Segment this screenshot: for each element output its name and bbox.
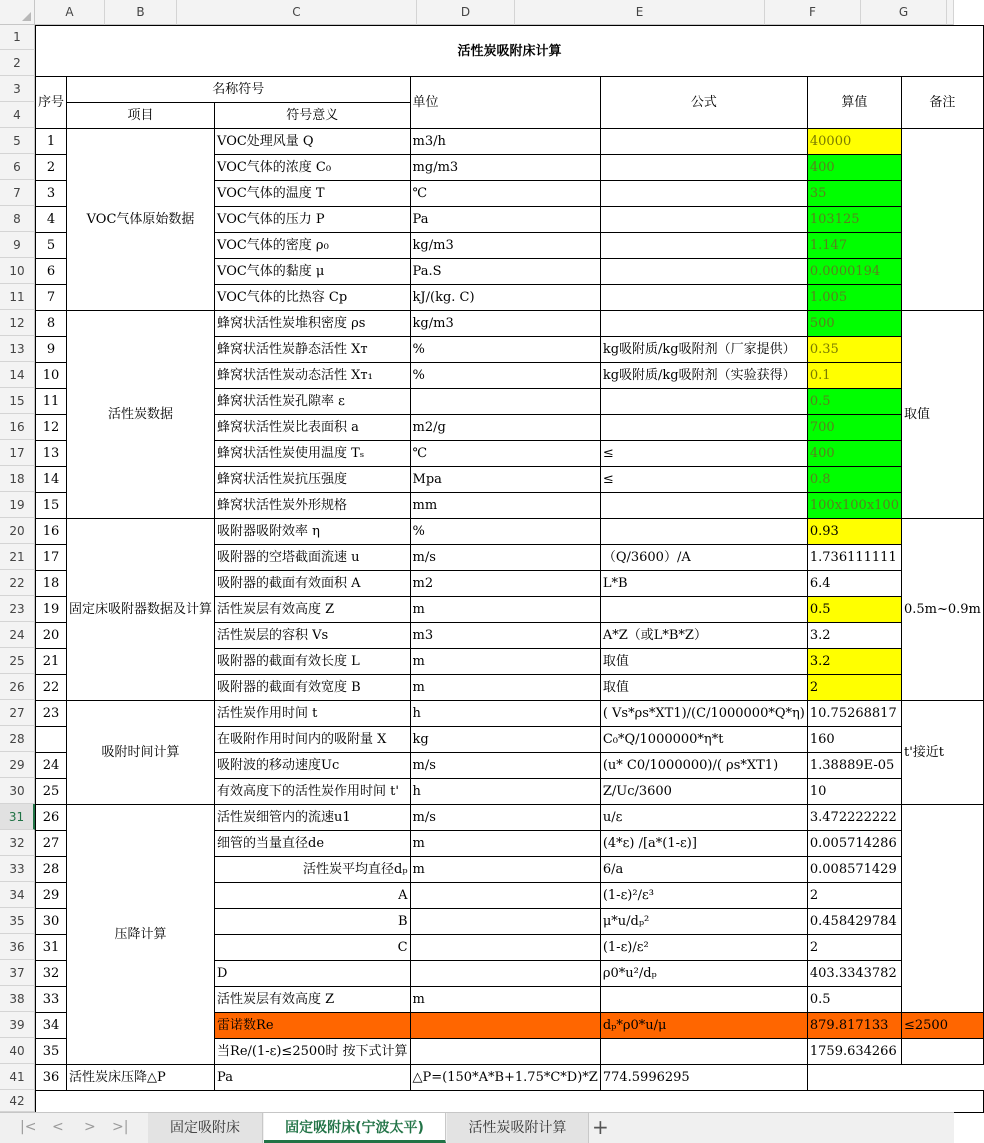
formula-cell-22[interactable]: L*B [600, 571, 807, 597]
row-header-27[interactable]: 27 [0, 700, 35, 726]
formula-cell-32[interactable]: (4*ε) /[a*(1-ε)] [600, 831, 807, 857]
column-header-b[interactable]: B [105, 0, 177, 25]
unit-cell-19[interactable]: mm [410, 493, 600, 519]
unit-cell-5[interactable]: m3/h [410, 129, 600, 155]
group-pressure[interactable]: 压降计算 [67, 805, 215, 1065]
value-cell-36[interactable]: 2 [807, 935, 901, 961]
meaning-cell-24[interactable]: 活性炭层的容积 Vs [215, 623, 411, 649]
unit-cell-38[interactable]: m [410, 987, 600, 1013]
tab-carbon-calc[interactable]: 活性炭吸附计算 [447, 1113, 589, 1143]
row-header-37[interactable]: 37 [0, 960, 35, 986]
row-header-6[interactable]: 6 [0, 154, 35, 180]
seq-cell-17[interactable]: 13 [36, 441, 67, 467]
unit-cell-17[interactable]: ℃ [410, 441, 600, 467]
next-sheet-icon[interactable]: > [84, 1119, 96, 1135]
unit-cell-30[interactable]: h [410, 779, 600, 805]
formula-cell-41[interactable]: △P=(150*A*B+1.75*C*D)*Z [410, 1065, 600, 1091]
seq-cell-32[interactable]: 27 [36, 831, 67, 857]
seq-cell-35[interactable]: 30 [36, 909, 67, 935]
meaning-cell-34[interactable]: A [215, 883, 411, 909]
seq-cell-15[interactable]: 11 [36, 389, 67, 415]
seq-cell-20[interactable]: 16 [36, 519, 67, 545]
meaning-cell-5[interactable]: VOC处理风量 Q [215, 129, 411, 155]
formula-cell-8[interactable] [600, 207, 807, 233]
value-cell-26[interactable]: 2 [807, 675, 901, 701]
sheet-title[interactable]: 活性炭吸附床计算 [36, 26, 984, 77]
row-header-16[interactable]: 16 [0, 414, 35, 440]
row-42-blank[interactable] [36, 1091, 984, 1113]
value-cell-29[interactable]: 1.38889E-05 [807, 753, 901, 779]
unit-cell-14[interactable]: % [410, 363, 600, 389]
unit-cell-8[interactable]: Pa [410, 207, 600, 233]
row-header-33[interactable]: 33 [0, 856, 35, 882]
formula-cell-14[interactable]: kg吸附质/kg吸附剂（实验获得） [600, 363, 807, 389]
meaning-cell-41[interactable]: 活性炭床压降△P [67, 1065, 215, 1091]
unit-cell-37[interactable] [410, 961, 600, 987]
meaning-cell-38[interactable]: 活性炭层有效高度 Z [215, 987, 411, 1013]
formula-cell-30[interactable]: Z/Uc/3600 [600, 779, 807, 805]
value-cell-39[interactable]: 879.817133 [807, 1013, 901, 1039]
seq-cell-18[interactable]: 14 [36, 467, 67, 493]
value-cell-38[interactable]: 0.5 [807, 987, 901, 1013]
seq-cell-34[interactable]: 29 [36, 883, 67, 909]
row-header-38[interactable]: 38 [0, 986, 35, 1012]
seq-cell-29[interactable]: 24 [36, 753, 67, 779]
remark-bed[interactable]: 0.5m~0.9m [901, 519, 983, 701]
row-27 [36, 701, 984, 727]
unit-cell-20[interactable]: % [410, 519, 600, 545]
formula-cell-24[interactable]: A*Z（或L*B*Z） [600, 623, 807, 649]
seq-cell-21[interactable]: 17 [36, 545, 67, 571]
unit-cell-40[interactable] [410, 1039, 600, 1065]
header-value[interactable]: 算值 [807, 77, 901, 129]
meaning-cell-39[interactable]: 雷诺数Re [215, 1013, 411, 1039]
meaning-cell-15[interactable]: 蜂窝状活性炭孔隙率 ε [215, 389, 411, 415]
row-header-26[interactable]: 26 [0, 674, 35, 700]
value-cell-40[interactable]: 1759.634266 [807, 1039, 901, 1065]
formula-cell-37[interactable]: ρ0*u²/dₚ [600, 961, 807, 987]
value-cell-15[interactable]: 0.5 [807, 389, 901, 415]
value-cell-8[interactable]: 103125 [807, 207, 901, 233]
group-carbon[interactable]: 活性炭数据 [67, 311, 215, 519]
header-item[interactable]: 项目 [67, 103, 215, 129]
row-header-2[interactable]: 2 [0, 50, 35, 76]
column-header-f[interactable]: F [765, 0, 861, 25]
formula-cell-23[interactable] [600, 597, 807, 623]
seq-cell-36[interactable]: 31 [36, 935, 67, 961]
value-cell-5[interactable]: 40000 [807, 129, 901, 155]
header-remark[interactable]: 备注 [901, 77, 983, 129]
row-header-42[interactable]: 42 [0, 1090, 35, 1112]
header-formula[interactable]: 公式 [600, 77, 807, 129]
formula-cell-35[interactable]: μ*u/dₚ² [600, 909, 807, 935]
value-cell-17[interactable]: 400 [807, 441, 901, 467]
seq-cell-40[interactable]: 35 [36, 1039, 67, 1065]
unit-cell-23[interactable]: m [410, 597, 600, 623]
row-1 [36, 26, 984, 51]
seq-cell-41[interactable]: 36 [36, 1065, 67, 1091]
unit-cell-9[interactable]: kg/m3 [410, 233, 600, 259]
remark-cell-39[interactable]: ≤2500 [901, 1013, 983, 1039]
row-header-1[interactable]: 1 [0, 25, 35, 50]
unit-cell-41[interactable]: Pa [215, 1065, 411, 1091]
row-header-3[interactable]: 3 [0, 76, 35, 102]
remark-voc[interactable] [901, 129, 983, 311]
row-header-13[interactable]: 13 [0, 336, 35, 362]
meaning-cell-26[interactable]: 吸附器的截面有效宽度 B [215, 675, 411, 701]
formula-cell-11[interactable] [600, 285, 807, 311]
column-header-d[interactable]: D [417, 0, 515, 25]
row-header-14[interactable]: 14 [0, 362, 35, 388]
remark-time[interactable]: t'接近t [901, 701, 983, 805]
unit-cell-31[interactable]: m/s [410, 805, 600, 831]
meaning-cell-16[interactable]: 蜂窝状活性炭比表面积 a [215, 415, 411, 441]
header-unit[interactable]: 单位 [410, 77, 600, 129]
value-cell-27[interactable]: 10.75268817 [807, 701, 901, 727]
formula-cell-36[interactable]: (1-ε)/ε² [600, 935, 807, 961]
row-header-5[interactable]: 5 [0, 128, 35, 154]
meaning-cell-10[interactable]: VOC气体的黏度 μ [215, 259, 411, 285]
meaning-cell-29[interactable]: 吸附波的移动速度Uc [215, 753, 411, 779]
formula-cell-21[interactable]: （Q/3600）/A [600, 545, 807, 571]
row-header-4[interactable]: 4 [0, 102, 35, 128]
sheet-tab-bar [0, 1112, 954, 1143]
seq-cell-38[interactable]: 33 [36, 987, 67, 1013]
value-cell-13[interactable]: 0.35 [807, 337, 901, 363]
value-cell-19[interactable]: 100x100x100 [807, 493, 901, 519]
row-5 [36, 129, 984, 155]
value-cell-30[interactable]: 10 [807, 779, 901, 805]
row-header-20[interactable]: 20 [0, 518, 35, 544]
value-cell-22[interactable]: 6.4 [807, 571, 901, 597]
unit-cell-29[interactable]: m/s [410, 753, 600, 779]
remark-carbon[interactable]: 取值 [901, 311, 983, 519]
formula-cell-26[interactable]: 取值 [600, 675, 807, 701]
unit-cell-15[interactable] [410, 389, 600, 415]
seq-cell-39[interactable]: 34 [36, 1013, 67, 1039]
seq-cell-11[interactable]: 7 [36, 285, 67, 311]
value-cell-31[interactable]: 3.472222222 [807, 805, 901, 831]
formula-cell-33[interactable]: 6/a [600, 857, 807, 883]
tab-fixed-bed[interactable]: 固定吸附床 [148, 1113, 263, 1143]
unit-cell-11[interactable]: kJ/(kg. C) [410, 285, 600, 311]
row-header-22[interactable]: 22 [0, 570, 35, 596]
row-header-40[interactable]: 40 [0, 1038, 35, 1064]
row-41 [36, 1065, 984, 1091]
unit-cell-7[interactable]: ℃ [410, 181, 600, 207]
remark-cell-40[interactable] [901, 1039, 983, 1065]
meaning-cell-27[interactable]: 活性炭作用时间 t [215, 701, 411, 727]
meaning-cell-40[interactable]: 当Re/(1-ε)≤2500时 按下式计算 [215, 1039, 411, 1065]
seq-cell-8[interactable]: 4 [36, 207, 67, 233]
seq-cell-16[interactable]: 12 [36, 415, 67, 441]
seq-cell-7[interactable]: 3 [36, 181, 67, 207]
meaning-cell-22[interactable]: 吸附器的截面有效面积 A [215, 571, 411, 597]
meaning-cell-36[interactable]: C [215, 935, 411, 961]
row-20 [36, 519, 984, 545]
formula-cell-28[interactable]: C₀*Q/1000000*η*t [600, 727, 807, 753]
seq-cell-14[interactable]: 10 [36, 363, 67, 389]
meaning-cell-7[interactable]: VOC气体的温度 T [215, 181, 411, 207]
group-voc[interactable]: VOC气体原始数据 [67, 129, 215, 311]
formula-cell-17[interactable]: ≤ [600, 441, 807, 467]
formula-cell-39[interactable]: dₚ*ρ0*u/μ [600, 1013, 807, 1039]
formula-cell-20[interactable] [600, 519, 807, 545]
value-cell-28[interactable]: 160 [807, 727, 901, 753]
column-header-a[interactable]: A [35, 0, 105, 25]
header-symbol-meaning[interactable]: 符号意义 [215, 103, 411, 129]
seq-cell-6[interactable]: 2 [36, 155, 67, 181]
meaning-cell-13[interactable]: 蜂窝状活性炭静态活性 Xᴛ [215, 337, 411, 363]
meaning-cell-18[interactable]: 蜂窝状活性炭抗压强度 [215, 467, 411, 493]
last-sheet-icon[interactable]: >| [112, 1119, 129, 1135]
value-cell-34[interactable]: 2 [807, 883, 901, 909]
seq-cell-5[interactable]: 1 [36, 129, 67, 155]
meaning-cell-35[interactable]: B [215, 909, 411, 935]
value-cell-18[interactable]: 0.8 [807, 467, 901, 493]
value-cell-10[interactable]: 0.0000194 [807, 259, 901, 285]
seq-cell-37[interactable]: 32 [36, 961, 67, 987]
value-cell-33[interactable]: 0.008571429 [807, 857, 901, 883]
seq-cell-30[interactable]: 25 [36, 779, 67, 805]
seq-cell-28[interactable] [36, 727, 67, 753]
first-sheet-icon[interactable]: |< [20, 1119, 37, 1135]
row-header-15[interactable]: 15 [0, 388, 35, 414]
meaning-cell-11[interactable]: VOC气体的比热容 Cp [215, 285, 411, 311]
row-header-41[interactable]: 41 [0, 1064, 35, 1090]
row-3 [36, 77, 984, 103]
group-time[interactable]: 吸附时间计算 [67, 701, 215, 805]
unit-cell-27[interactable]: h [410, 701, 600, 727]
seq-cell-12[interactable]: 8 [36, 311, 67, 337]
column-header-c[interactable]: C [177, 0, 417, 25]
seq-cell-26[interactable]: 22 [36, 675, 67, 701]
formula-cell-6[interactable] [600, 155, 807, 181]
seq-cell-23[interactable]: 19 [36, 597, 67, 623]
row-header-34[interactable]: 34 [0, 882, 35, 908]
seq-cell-13[interactable]: 9 [36, 337, 67, 363]
formula-cell-31[interactable]: u/ε [600, 805, 807, 831]
formula-cell-40[interactable] [600, 1039, 807, 1065]
row-header-36[interactable]: 36 [0, 934, 35, 960]
unit-cell-10[interactable]: Pa.S [410, 259, 600, 285]
unit-cell-34[interactable] [410, 883, 600, 909]
formula-cell-25[interactable]: 取值 [600, 649, 807, 675]
formula-cell-19[interactable] [600, 493, 807, 519]
formula-cell-12[interactable] [600, 311, 807, 337]
value-cell-37[interactable]: 403.3343782 [807, 961, 901, 987]
group-bed[interactable]: 固定床吸附器数据及计算 [67, 519, 215, 701]
meaning-cell-28[interactable]: 在吸附作用时间内的吸附量 X [215, 727, 411, 753]
unit-cell-16[interactable]: m2/g [410, 415, 600, 441]
seq-cell-19[interactable]: 15 [36, 493, 67, 519]
row-header-17[interactable]: 17 [0, 440, 35, 466]
row-header-11[interactable]: 11 [0, 284, 35, 310]
unit-cell-13[interactable]: % [410, 337, 600, 363]
value-cell-32[interactable]: 0.005714286 [807, 831, 901, 857]
prev-sheet-icon[interactable]: < [52, 1119, 64, 1135]
meaning-cell-30[interactable]: 有效高度下的活性炭作用时间 t' [215, 779, 411, 805]
row-header-30[interactable]: 30 [0, 778, 35, 804]
calc-table [35, 25, 984, 1113]
formula-cell-15[interactable] [600, 389, 807, 415]
unit-cell-26[interactable]: m [410, 675, 600, 701]
row-42 [36, 1091, 984, 1113]
seq-cell-10[interactable]: 6 [36, 259, 67, 285]
formula-cell-10[interactable] [600, 259, 807, 285]
meaning-cell-12[interactable]: 蜂窝状活性炭堆积密度 ρs [215, 311, 411, 337]
row-header-35[interactable]: 35 [0, 908, 35, 934]
value-cell-20[interactable]: 0.93 [807, 519, 901, 545]
meaning-cell-9[interactable]: VOC气体的密度 ρ₀ [215, 233, 411, 259]
row-header-12[interactable]: 12 [0, 310, 35, 336]
meaning-cell-8[interactable]: VOC气体的压力 P [215, 207, 411, 233]
formula-cell-5[interactable] [600, 129, 807, 155]
row-header-7[interactable]: 7 [0, 180, 35, 206]
formula-cell-34[interactable]: (1-ε)²/ε³ [600, 883, 807, 909]
remark-pressure-a[interactable] [901, 805, 983, 1013]
meaning-cell-33[interactable]: 活性炭平均直径dₚ [215, 857, 411, 883]
row-header-31[interactable]: 31 [0, 804, 35, 830]
value-cell-7[interactable]: 35 [807, 181, 901, 207]
value-cell-21[interactable]: 1.736111111 [807, 545, 901, 571]
formula-cell-13[interactable]: kg吸附质/kg吸附剂（厂家提供） [600, 337, 807, 363]
meaning-cell-14[interactable]: 蜂窝状活性炭动态活性 Xᴛ₁ [215, 363, 411, 389]
seq-cell-31[interactable]: 26 [36, 805, 67, 831]
column-header-overflow [947, 0, 954, 25]
row-header-25[interactable]: 25 [0, 648, 35, 674]
value-cell-16[interactable]: 700 [807, 415, 901, 441]
row-header-29[interactable]: 29 [0, 752, 35, 778]
meaning-cell-37[interactable]: D [215, 961, 411, 987]
unit-cell-12[interactable]: kg/m3 [410, 311, 600, 337]
unit-cell-21[interactable]: m/s [410, 545, 600, 571]
formula-cell-27[interactable]: ( Vs*ρs*XT1)/(C/1000000*Q*η) [600, 701, 807, 727]
unit-cell-28[interactable]: kg [410, 727, 600, 753]
unit-cell-25[interactable]: m [410, 649, 600, 675]
seq-cell-24[interactable]: 20 [36, 623, 67, 649]
unit-cell-18[interactable]: Mpa [410, 467, 600, 493]
add-sheet-icon[interactable]: + [592, 1115, 609, 1139]
formula-cell-16[interactable] [600, 415, 807, 441]
value-cell-11[interactable]: 1.005 [807, 285, 901, 311]
value-cell-14[interactable]: 0.1 [807, 363, 901, 389]
row-header-23[interactable]: 23 [0, 596, 35, 622]
row-header-19[interactable]: 19 [0, 492, 35, 518]
unit-cell-32[interactable]: m [410, 831, 600, 857]
unit-cell-33[interactable]: m [410, 857, 600, 883]
meaning-cell-17[interactable]: 蜂窝状活性炭使用温度 Tₛ [215, 441, 411, 467]
column-header-bar [0, 0, 954, 25]
meaning-cell-20[interactable]: 吸附器吸附效率 η [215, 519, 411, 545]
unit-cell-35[interactable] [410, 909, 600, 935]
value-cell-35[interactable]: 0.458429784 [807, 909, 901, 935]
meaning-cell-25[interactable]: 吸附器的截面有效长度 L [215, 649, 411, 675]
meaning-cell-23[interactable]: 活性炭层有效高度 Z [215, 597, 411, 623]
row-header-39[interactable]: 39 [0, 1012, 35, 1038]
unit-cell-36[interactable] [410, 935, 600, 961]
column-header-g[interactable]: G [861, 0, 947, 25]
seq-cell-33[interactable]: 28 [36, 857, 67, 883]
formula-cell-29[interactable]: (u* C0/1000000)/( ρs*XT1) [600, 753, 807, 779]
row-header-8[interactable]: 8 [0, 206, 35, 232]
meaning-cell-31[interactable]: 活性炭细管内的流速u1 [215, 805, 411, 831]
row-header-9[interactable]: 9 [0, 232, 35, 258]
seq-cell-22[interactable]: 18 [36, 571, 67, 597]
row-31 [36, 805, 984, 831]
header-name-symbol[interactable]: 名称符号 [67, 77, 411, 103]
meaning-cell-32[interactable]: 细管的当量直径de [215, 831, 411, 857]
row-header-18[interactable]: 18 [0, 466, 35, 492]
row-header-10[interactable]: 10 [0, 258, 35, 284]
formula-cell-18[interactable]: ≤ [600, 467, 807, 493]
value-cell-25[interactable]: 3.2 [807, 649, 901, 675]
seq-cell-9[interactable]: 5 [36, 233, 67, 259]
formula-cell-7[interactable] [600, 181, 807, 207]
seq-cell-25[interactable]: 21 [36, 649, 67, 675]
value-cell-41[interactable]: 774.5996295 [600, 1065, 807, 1091]
meaning-cell-21[interactable]: 吸附器的空塔截面流速 u [215, 545, 411, 571]
value-cell-23[interactable]: 0.5 [807, 597, 901, 623]
tab-fixed-bed-ningbo[interactable]: 固定吸附床(宁波太平) [264, 1113, 446, 1143]
row-12 [36, 311, 984, 337]
unit-cell-39[interactable] [410, 1013, 600, 1039]
header-seq[interactable]: 序号 [36, 77, 67, 129]
worksheet [35, 25, 984, 1113]
meaning-cell-6[interactable]: VOC气体的浓度 C₀ [215, 155, 411, 181]
unit-cell-24[interactable]: m3 [410, 623, 600, 649]
unit-cell-22[interactable]: m2 [410, 571, 600, 597]
row-header-32[interactable]: 32 [0, 830, 35, 856]
formula-cell-38[interactable] [600, 987, 807, 1013]
unit-cell-6[interactable]: mg/m3 [410, 155, 600, 181]
value-cell-9[interactable]: 1.147 [807, 233, 901, 259]
value-cell-12[interactable]: 500 [807, 311, 901, 337]
row-header-21[interactable]: 21 [0, 544, 35, 570]
formula-cell-9[interactable] [600, 233, 807, 259]
column-header-e[interactable]: E [515, 0, 765, 25]
value-cell-6[interactable]: 400 [807, 155, 901, 181]
seq-cell-27[interactable]: 23 [36, 701, 67, 727]
row-header-24[interactable]: 24 [0, 622, 35, 648]
value-cell-24[interactable]: 3.2 [807, 623, 901, 649]
row-header-28[interactable]: 28 [0, 726, 35, 752]
meaning-cell-19[interactable]: 蜂窝状活性炭外形规格 [215, 493, 411, 519]
